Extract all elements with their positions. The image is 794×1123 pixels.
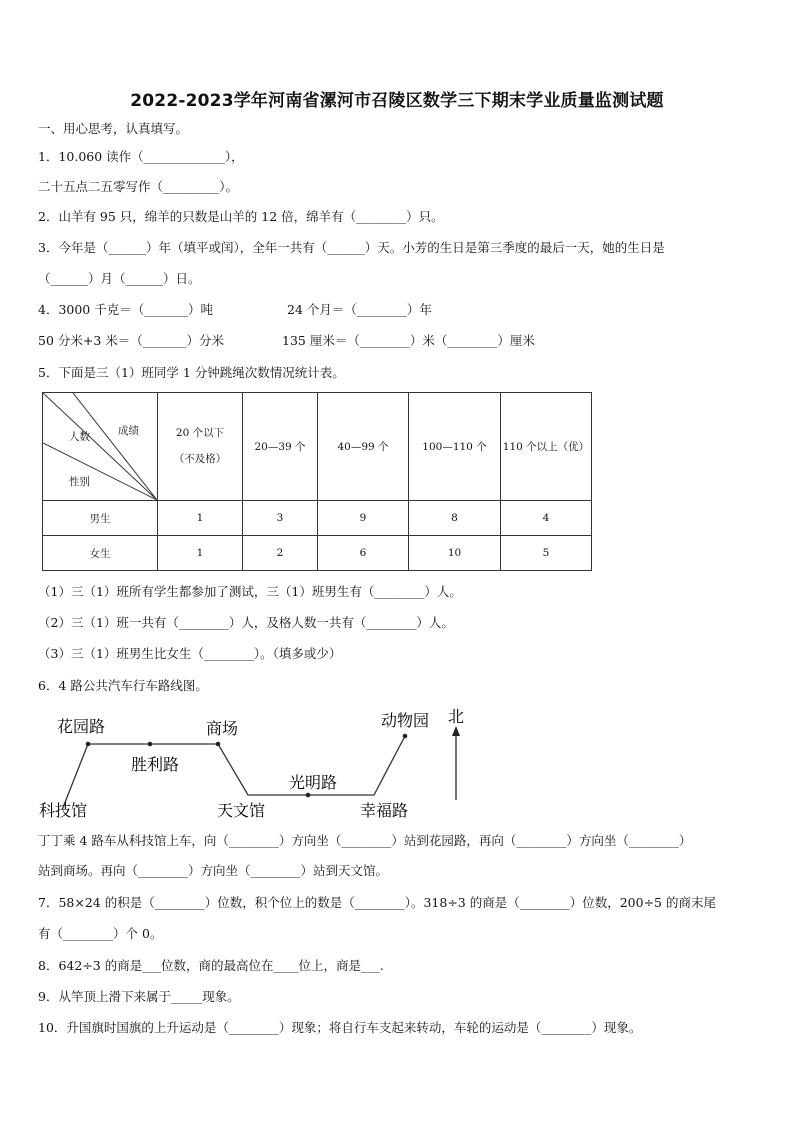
table-cell: 1 (158, 501, 243, 536)
question-1a: 1．10.060 读作（_____________）， (38, 149, 244, 164)
stop-dot (148, 742, 153, 747)
header-cell: 110 个以上（优） (501, 393, 592, 501)
question-1b: 二十五点二五零写作（_________）。 (38, 179, 239, 194)
question-6: 6．4 路公共汽车行车路线图。 (38, 678, 208, 693)
stop-xingfu-road: 幸福路 (360, 801, 409, 820)
row-label: 女生 (43, 536, 158, 571)
stop-mall: 商场 (206, 719, 239, 738)
question-8: 8．642÷3 的商是___位数，商的最高位在____位上，商是___. (38, 958, 384, 973)
table-cell: 2 (243, 536, 318, 571)
table-cell: 8 (409, 501, 501, 536)
question-4b: 24 个月＝（________）年 (287, 302, 432, 317)
question-5-1: （1）三（1）班所有学生都参加了测试，三（1）班男生有（________）人。 (38, 584, 462, 599)
question-5-3: （3）三（1）班男生比女生（________）。（填多或少） (38, 646, 342, 661)
table-corner-cell (43, 393, 158, 501)
corner-gender-label: 性别 (69, 476, 90, 488)
corner-score-label: 成绩 (118, 425, 139, 437)
route-line (62, 736, 405, 810)
stop-science-museum: 科技馆 (39, 801, 88, 820)
north-arrow-head (452, 726, 460, 736)
question-6a: 丁丁乘 4 路车从科技馆上车，向（________）方向坐（________）站到花园路，再向（________）方向坐（________） (38, 833, 692, 848)
table-cell: 1 (158, 536, 243, 571)
question-4d: 135 厘米＝（________）米（________）厘米 (282, 333, 535, 348)
question-4a: 4．3000 千克＝（_______）吨 (38, 302, 213, 317)
question-6b: 站到商场。再向（________）方向坐（________）站到天文馆。 (38, 863, 389, 878)
header-cell: 40—99 个 (318, 393, 409, 501)
table-row (43, 501, 592, 536)
table-cell: 3 (243, 501, 318, 536)
question-5: 5．下面是三（1）班同学 1 分钟跳绳次数情况统计表。 (38, 365, 345, 380)
question-9: 9．从竿顶上滑下来属于_____现象。 (38, 989, 240, 1004)
question-2: 2．山羊有 95 只，绵羊的只数是山羊的 12 倍，绵羊有（________）只。 (38, 209, 444, 224)
table-row (43, 536, 592, 571)
table-cell: 4 (501, 501, 592, 536)
north-label: 北 (448, 707, 465, 726)
jump-rope-table (42, 392, 592, 571)
question-5-2: （2）三（1）班一共有（________）人，及格人数一共有（________）人。 (38, 615, 454, 630)
stop-dot (306, 793, 311, 798)
question-7b: 有（________）个 0。 (38, 926, 163, 941)
header-cell: 20 个以下 （不及格） (158, 393, 243, 501)
question-4c: 50 分米+3 米＝（_______）分米 (38, 333, 225, 348)
stop-zoo: 动物园 (381, 711, 430, 730)
stop-shengli-road: 胜利路 (131, 755, 180, 774)
stop-huayuan-road: 花园路 (57, 717, 106, 736)
section-heading: 一、用心思考，认真填写。 (38, 121, 189, 136)
table-cell: 5 (501, 536, 592, 571)
stop-dot (403, 734, 408, 739)
table-cell: 9 (318, 501, 409, 536)
stop-planetarium: 天文馆 (217, 801, 266, 820)
header-cell: 20—39 个 (243, 393, 318, 501)
question-3b: （______）月（______）日。 (38, 271, 201, 286)
table-cell: 10 (409, 536, 501, 571)
row-label: 男生 (43, 501, 158, 536)
corner-count-label: 人数 (69, 431, 90, 443)
stop-guangming-road: 光明路 (289, 773, 338, 792)
bus-route-map (30, 700, 490, 825)
page-title: 2022-2023学年河南省漯河市召陵区数学三下期末学业质量监测试题 (130, 91, 664, 111)
question-3a: 3．今年是（______）年（填平或闰），全年一共有（______）天。小芳的生日是第三季度的最后一天，她的生日是 (38, 240, 665, 255)
stop-dot (86, 742, 91, 747)
question-7a: 7．58×24 的积是（________）位数，积个位上的数是（________）。318÷3 的商是（________）位数，200÷5 的商末尾 (38, 895, 716, 910)
corner-diagonals (43, 393, 157, 500)
header-cell: 100—110 个 (409, 393, 501, 501)
question-10: 10．升国旗时国旗的上升运动是（________）现象；将自行车支起来转动，车轮的运动是（________）现象。 (38, 1020, 642, 1035)
table-cell: 6 (318, 536, 409, 571)
stop-dot (216, 742, 221, 747)
